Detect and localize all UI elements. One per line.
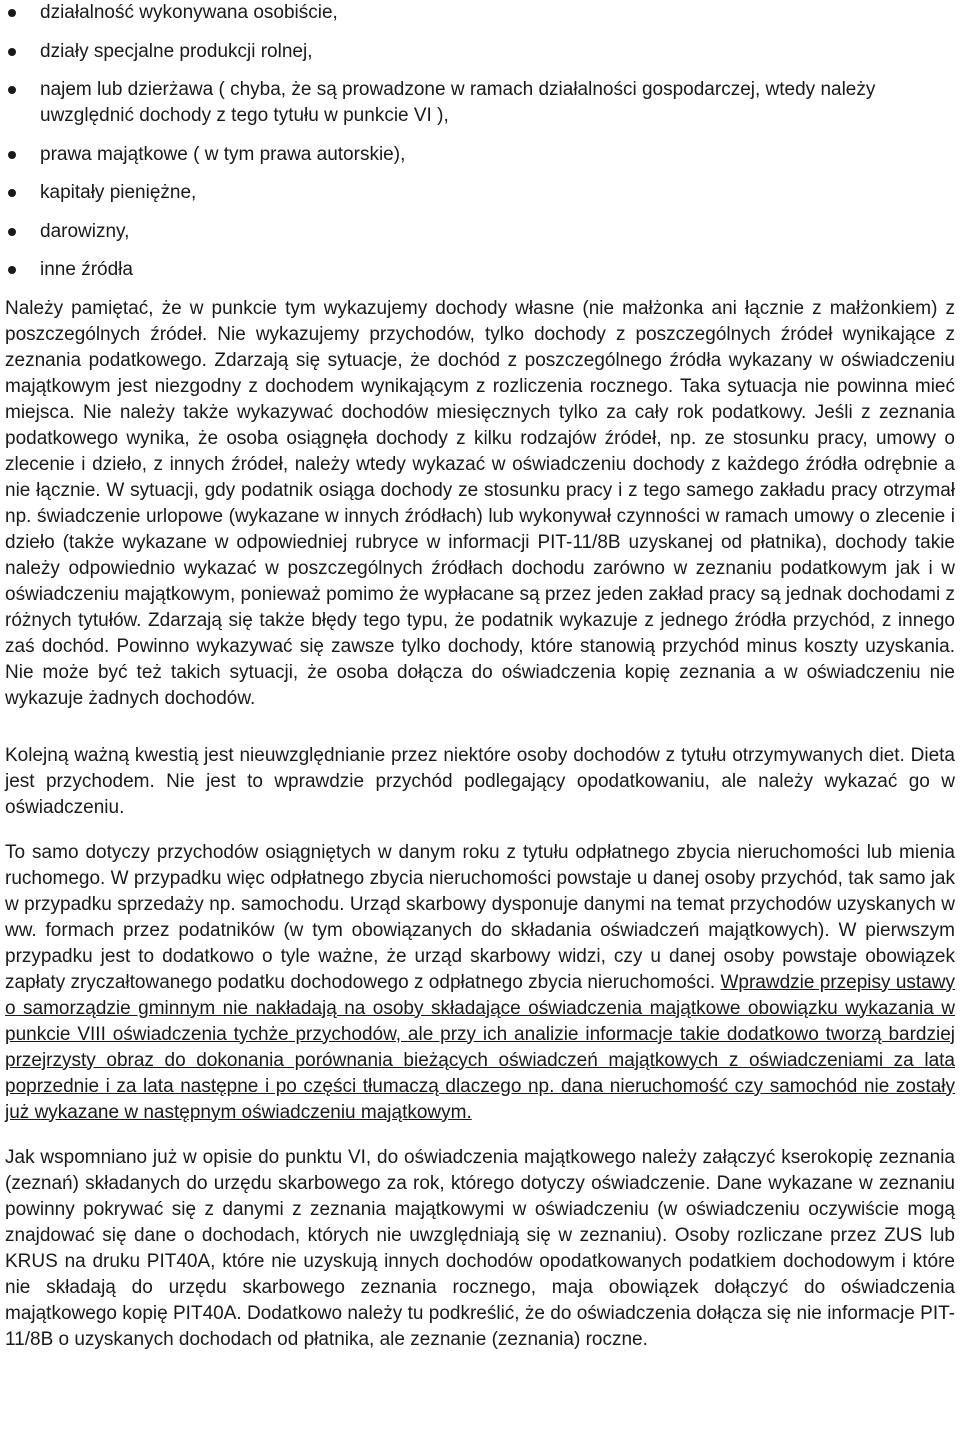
paragraph-tax-return-copy: Jak wspomniano już w opisie do punktu VI, do oświadczenia majątkowego należy załączyć kserokopię zeznania (zeznań) składanych do urzędu skarbowego za rok, którego dotyczy oświadczenie. Dane wykazane w zeznaniu powinny pokrywać się z danymi z zeznania majątkowymi w oświadczeniu (w oświadczeniu oczywiście mogą znajdować się dane o dochodach, których nie uwzględniają się w zeznaniu). Osoby rozliczane przez ZUS lub KRUS na druku PIT40A, które nie uzyskują innych dochodów opodatkowanych podatkiem dochodowym i które nie składają do urzędu skarbowego zeznania rocznego, maja obowiązek dołączyć do oświadczenia majątkowego kopię PIT40A. Dodatkowo należy tu podkreślić, że do oświadczenia dołącza się nie informacje PIT-11/8B o uzyskanych dochodach od płatnika, ale zeznanie (zeznania) roczne.: [5, 1146, 955, 1350]
list-item: działy specjalne produkcji rolnej,: [5, 39, 955, 65]
list-item: inne źródła: [5, 257, 955, 283]
paragraph-property-sale: [5, 840, 955, 1126]
income-sources-list: [5, 0, 955, 283]
paragraph-text: To samo dotyczy przychodów osiągniętych w danym roku z tytułu odpłatnego zbycia nieruchomości lub mienia ruchomego. W przypadku więc odpłatnego zbycia nieruchomości powstaje u danej osoby przychód, tak samo jak w przypadku sprzedaży np. samochodu. Urząd skarbowy dysponuje danymi na temat przychodów uzyskanych w ww. formach przez podatników (w tym obowiązanych do składania oświadczeń majątkowych). W pierwszym przypadku jest to dodatkowo o tyle ważne, że urząd skarbowy widzi, czy u danej osoby powstaje obowiązek zapłaty zryczałtowanego podatku dochodowego z odpłatnego zbycia nieruchomości.: [5, 841, 955, 993]
paragraph-own-income: Należy pamiętać, że w punkcie tym wykazujemy dochody własne (nie małżonka ani łącznie z małżonkiem) z poszczególnych źródeł. Nie wykazujemy przychodów, tylko dochody z poszczególnych źródeł wynikające z zeznania podatkowego. Zdarzają się sytuacje, że dochód z poszczególnego źródła wykazany w oświadczeniu majątkowym jest niezgodny z dochodem wynikającym z rozliczenia rocznego. Taka sytuacja nie powinna mieć miejsca. Nie należy także wykazywać dochodów miesięcznych tylko za cały rok podatkowy. Jeśli z zeznania podatkowego wynika, że osoba osiągnęła dochody z kilku rodzajów źródeł, np. ze stosunku pracy, umowy o zlecenie i dzieło, z innych źródeł, należy wtedy wykazać w oświadczeniu dochody z każdego źródła odrębnie a nie łącznie. W sytuacji, gdy podatnik osiąga dochody ze stosunku pracy i z tego samego zakładu pracy otrzymał np. świadczenie urlopowe (wykazane w innych źródłach) lub wykonywał czynności w ramach umowy o zlecenie i dzieło (także wykazane w odpowiedniej rubryce w informacji PIT-11/8B uzyskanej od płatnika), dochody takie należy odpowiednio wykazać w poszczególnych źródłach dochodu zarówno w zeznaniu podatkowym jak i w oświadczeniu majątkowym, ponieważ pomimo że wypłacane są przez jeden zakład pracy są jednak dochodami z różnych tytułów. Zdarzają się także błędy tego typu, że podatnik wykazuje z jednego źródła przychód, z innego zaś dochód. Powinno wykazywać się zawsze tylko dochody, które stanowią przychód minus koszty uzyskania. Nie może być też takich sytuacji, że osoba dołącza do oświadczenia kopię zeznania a w oświadczeniu nie wykazuje żadnych dochodów.: [5, 297, 955, 709]
list-item: kapitały pieniężne,: [5, 180, 955, 206]
underlined-text: Wprawdzie przepisy ustawy o samorządzie gminnym nie nakładają na osoby składające oświadczenia majątkowe obowiązku wykazania w punkcie VIII oświadczenia tychże przychodów, ale przy ich analizie informacje takie dodatkowo tworzą bardziej przejrzysty obraz do dokonania porównania bieżących oświadczeń majątkowych z oświadczeniami za lata poprzednie i za lata następne i po części tłumaczą dlaczego np. dana nieruchomość czy samochód nie zostały już wykazane w następnym oświadczeniu majątkowym.: [5, 971, 955, 1123]
list-item: darowizny,: [5, 219, 955, 245]
list-item: prawa majątkowe ( w tym prawa autorskie),: [5, 142, 955, 168]
list-item: działalność wykonywana osobiście,: [5, 0, 955, 26]
paragraph-diets: Kolejną ważną kwestią jest nieuwzględnianie przez niektóre osoby dochodów z tytułu otrzymywanych diet. Dieta jest przychodem. Nie jest to wprawdzie przychód podlegający opodatkowaniu, ale należy wykazać go w oświadczeniu.: [5, 744, 955, 818]
list-item: najem lub dzierżawa ( chyba, że są prowadzone w ramach działalności gospodarczej, wtedy należy uwzględnić dochody z tego tytułu w punkcie VI ),: [5, 77, 955, 129]
